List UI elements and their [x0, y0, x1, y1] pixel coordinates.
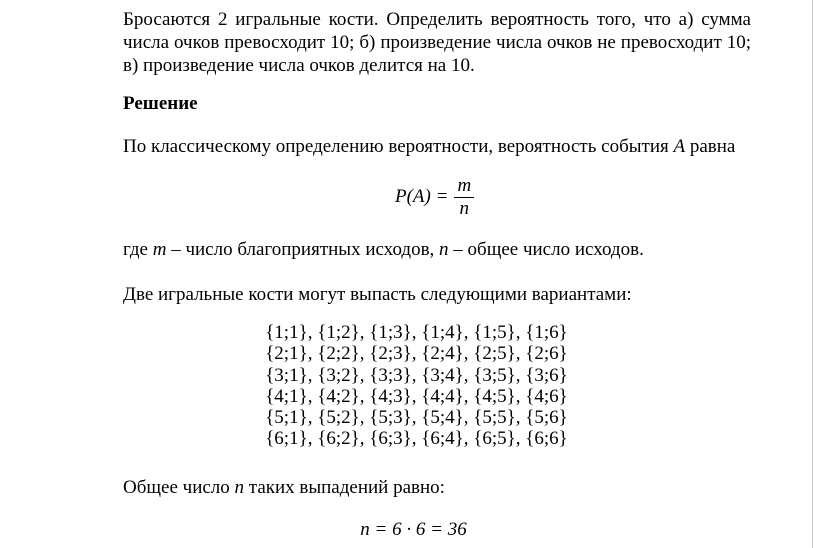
formula-lhs: P(A) = [395, 186, 449, 207]
dice-outcomes-list [0, 322, 813, 450]
definition-text-suffix: равна [685, 136, 736, 157]
probability-formula [395, 175, 474, 219]
where-m-variable: m [152, 239, 167, 260]
solution-heading: Решение [123, 93, 198, 114]
total-suffix: таких выпадений равно: [244, 477, 445, 498]
where-suffix: – общее число исходов. [448, 239, 644, 260]
outcomes-row: {5;1}, {5;2}, {5;3}, {5;4}, {5;5}, {5;6} [265, 407, 568, 429]
outcomes-row: {3;1}, {3;2}, {3;3}, {3;4}, {3;5}, {3;6} [265, 364, 568, 386]
total-prefix: Общее число [123, 477, 235, 498]
outcomes-row: {2;1}, {2;2}, {2;3}, {2;4}, {2;5}, {2;6} [265, 343, 568, 365]
outcomes-row: {6;1}, {6;2}, {6;3}, {6;4}, {6;5}, {6;6} [265, 428, 568, 450]
total-formula: n = 6 · 6 = 36 [360, 519, 467, 540]
definition-text-prefix: По классическому определению вероятности, вероятность события [123, 136, 674, 157]
definition-paragraph [123, 135, 751, 158]
problem-statement: Бросаются 2 игральные кости. Определить вероятность того, что а) сумма числа очков превосходит 10; б) произведение числа очков не превосходит 10; в) произведение числа очков делится на 10. [123, 9, 751, 76]
outcomes-row: {4;1}, {4;2}, {4;3}, {4;4}, {4;5}, {4;6} [265, 385, 568, 407]
formula-denominator: n [459, 197, 470, 219]
total-paragraph [123, 476, 751, 499]
total-variable: n [234, 477, 245, 498]
where-prefix: где [123, 239, 153, 260]
where-paragraph [123, 238, 751, 261]
formula-fraction [454, 176, 474, 219]
formula-numerator: m [454, 176, 474, 198]
where-mid: – число благоприятных исходов, [166, 239, 440, 260]
outcomes-row: {1;1}, {1;2}, {1;3}, {1;4}, {1;5}, {1;6} [265, 322, 568, 343]
where-n-variable: n [439, 239, 449, 260]
event-variable: A [673, 136, 686, 157]
dice-intro-paragraph: Две игральные кости могут выпасть следующими вариантами: [123, 284, 632, 305]
